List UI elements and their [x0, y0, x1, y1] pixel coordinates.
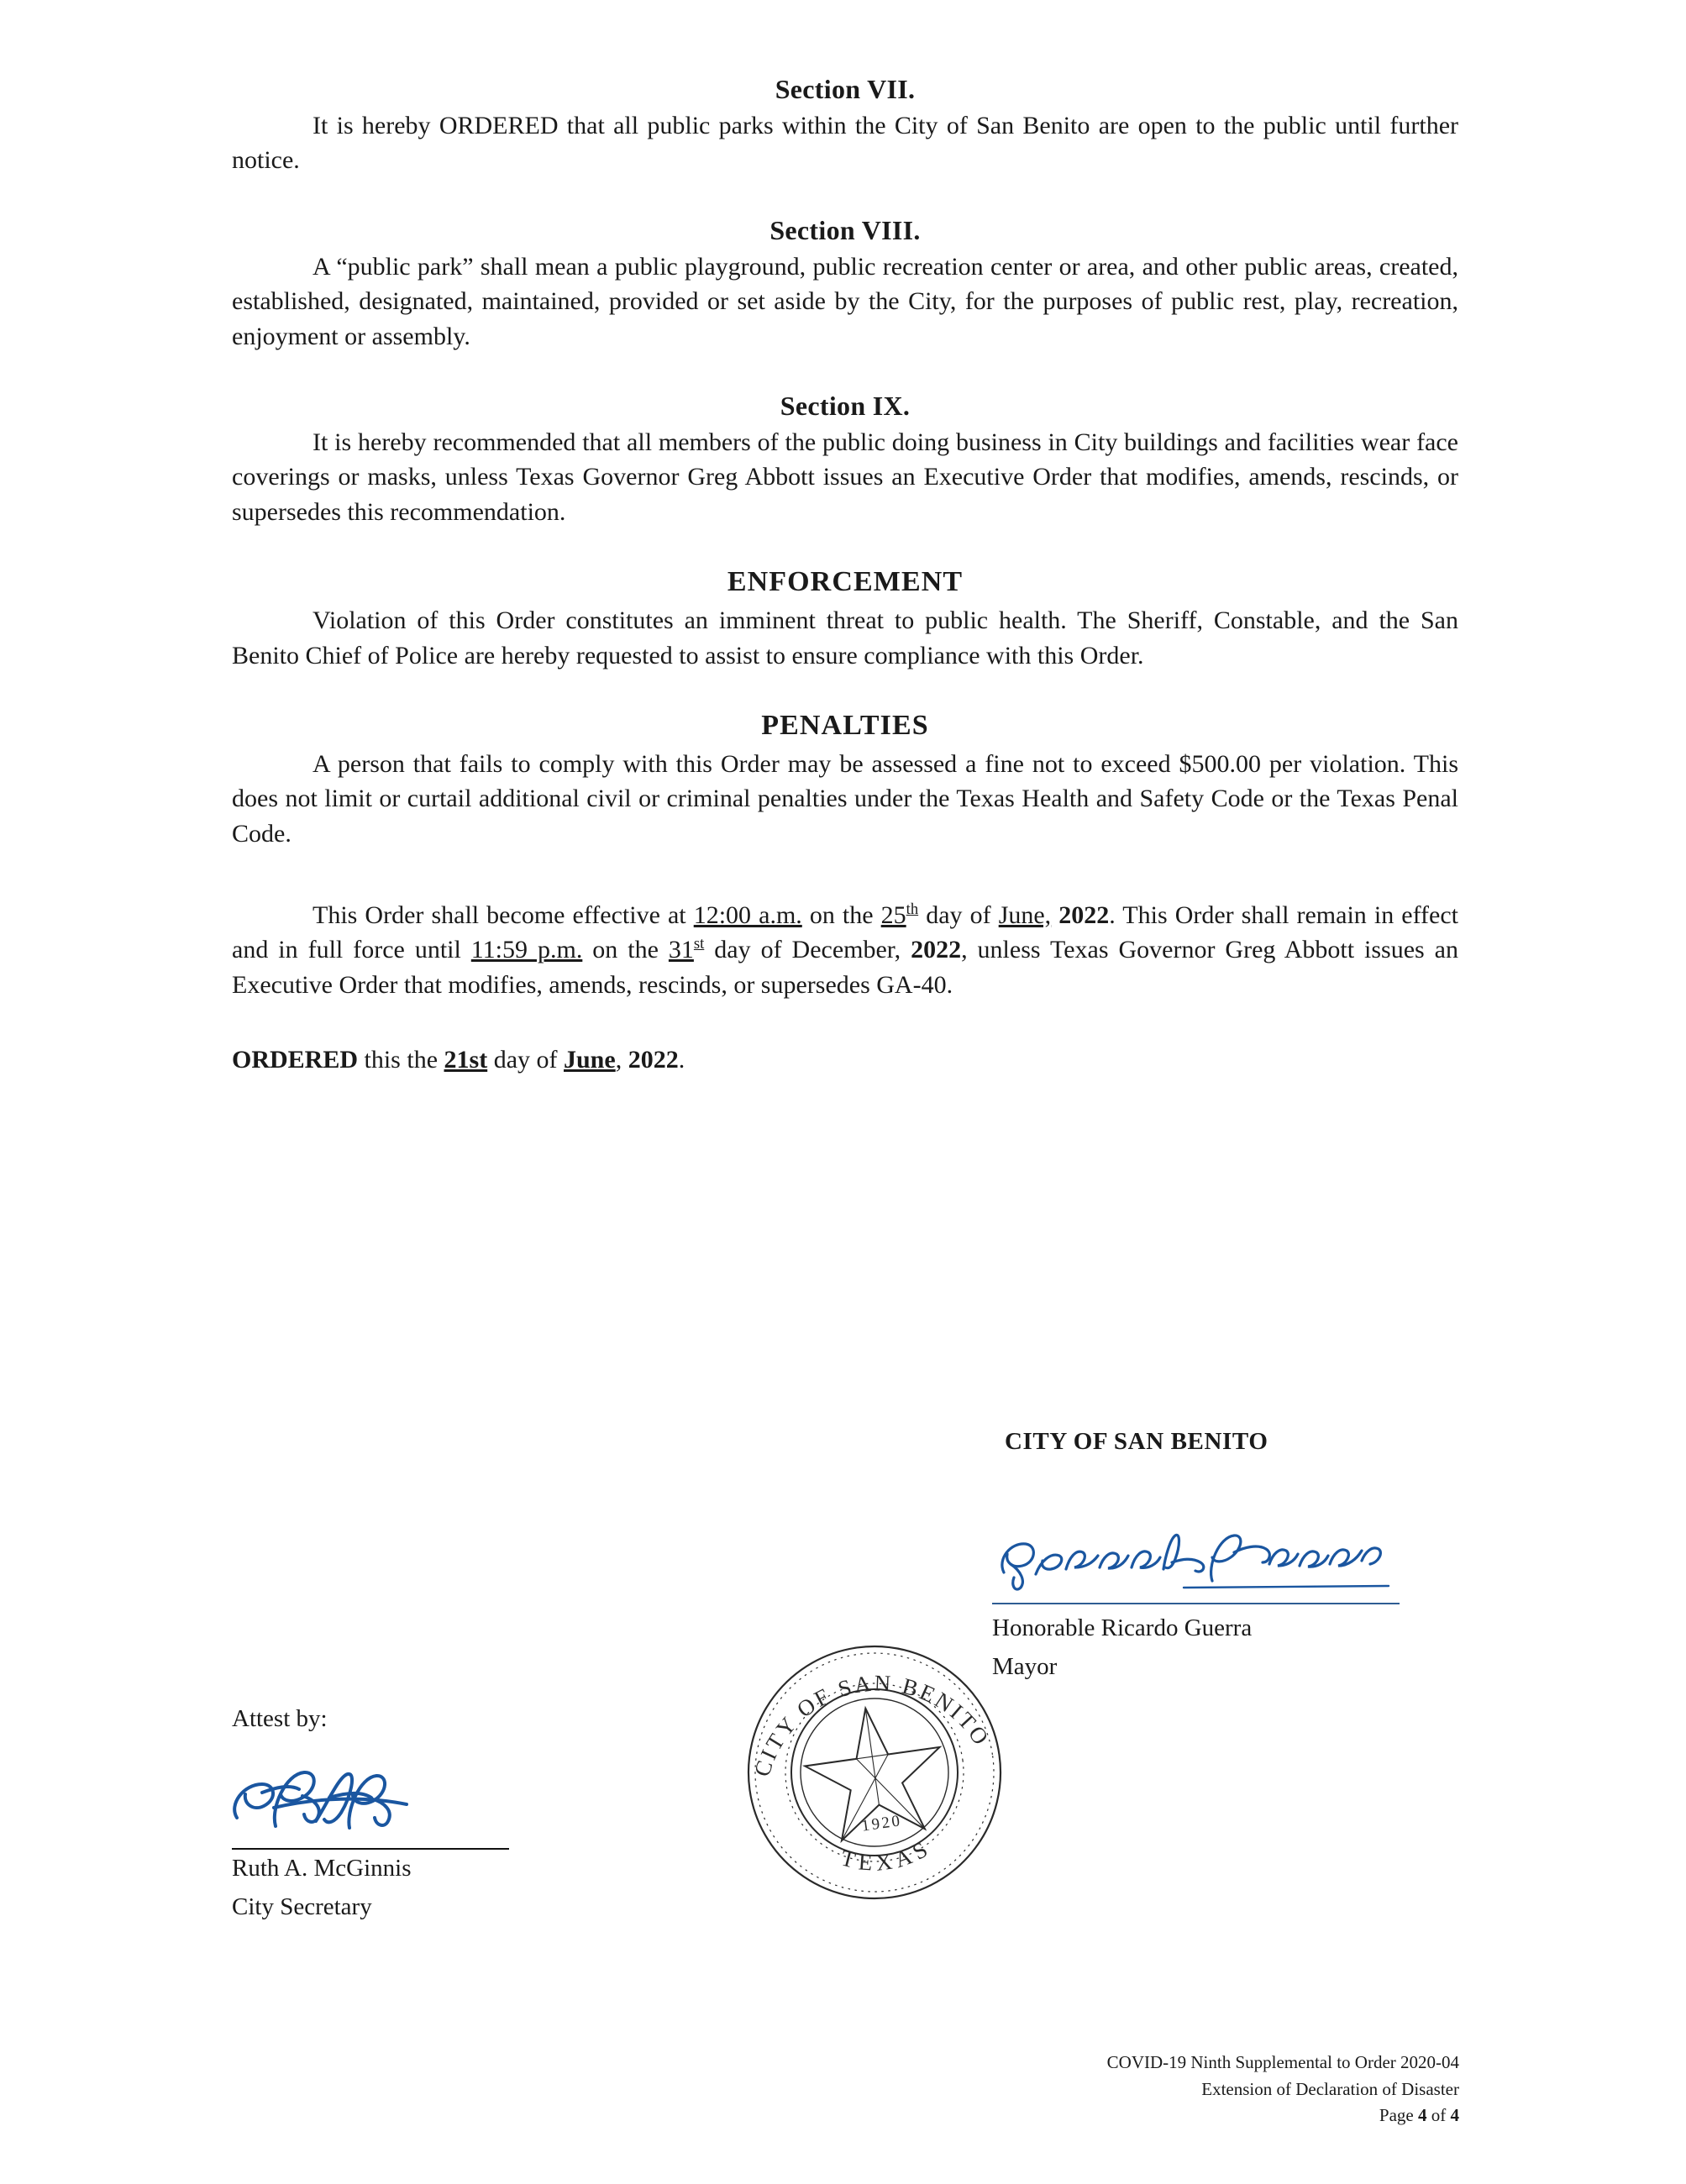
- ordered-mid3: ,: [615, 1046, 628, 1074]
- effective-dates-block: [232, 898, 1458, 1002]
- section-block-ix: [232, 391, 1458, 529]
- page-footer: [1107, 2050, 1459, 2129]
- effective-part6: on the: [582, 936, 669, 964]
- effective-part8: , unless Texas Governor Greg Abbott issues an Executive Order that modifies, amends, rescinds, or supersedes GA-40.: [232, 936, 1458, 999]
- section-paragraph-penalties: A person that fails to comply with this Order may be assessed a fine not to exceed $500.00 per violation. This does not limit or curtail additional civil or criminal penalties under the Texas Health and Safety Code or the Texas Penal Code.: [232, 749, 1458, 848]
- effective-time: 12:00 a.m.: [693, 901, 802, 930]
- section-paragraph-enforcement: Violation of this Order constitutes an imminent threat to public health. The Sheriff, Constable, and the San Benito Chief of Police are hereby requested to assist to ensure compliance with this Order.: [232, 606, 1458, 669]
- section-block-enforcement: [232, 566, 1458, 673]
- ordered-suffix: .: [678, 1046, 685, 1074]
- secretary-title: City Secretary: [232, 1893, 372, 1920]
- document-body: [232, 74, 1458, 1074]
- mayor-title: Mayor: [992, 1653, 1058, 1680]
- section-heading-enforcement: ENFORCEMENT: [727, 566, 964, 598]
- section-paragraph-viii: A “public park” shall mean a public playground, public recreation center or area, and other public areas, created, established, designated, maintained, provided or set aside by the City, for the purposes of public rest, play, recreation, enjoyment or assembly.: [232, 252, 1458, 350]
- footer-line-1: COVID-19 Ninth Supplemental to Order 2020-04: [1106, 2052, 1459, 2072]
- ordered-prefix: ORDERED: [232, 1046, 359, 1074]
- until-time: 11:59 p.m.: [470, 936, 583, 964]
- effective-month: June,: [998, 901, 1052, 930]
- effective-part2: on the: [801, 901, 881, 930]
- section-block-vii: [232, 74, 1458, 178]
- footer-page-current: 4: [1418, 2105, 1427, 2125]
- signature-area: [232, 1428, 1458, 2016]
- effective-year: 2022: [1058, 901, 1110, 930]
- section-block-viii: [232, 215, 1458, 354]
- effective-dates-paragraph: [232, 898, 1458, 1002]
- section-paragraph-vii: It is hereby ORDERED that all public parks within the City of San Benito are open to the public until further notice.: [232, 112, 1458, 175]
- effective-part7: day of December,: [704, 936, 911, 964]
- section-heading-viii: Section VIII.: [769, 214, 921, 245]
- secretary-signature-image: [223, 1756, 509, 1848]
- section-heading-penalties: PENALTIES: [761, 709, 929, 741]
- until-year: 2022: [911, 936, 962, 964]
- section-heading-ix: Section IX.: [780, 390, 911, 421]
- svg-text:TEXAS: [835, 1833, 938, 1882]
- ordered-day: 21st: [444, 1046, 488, 1074]
- footer-page-number: [1107, 2103, 1459, 2129]
- mayor-signature-image: [992, 1520, 1395, 1600]
- mayor-signature-rule: [992, 1603, 1400, 1604]
- city-seal-icon: [711, 1609, 1038, 1936]
- until-day-suffix: st: [693, 935, 705, 953]
- until-day: 31: [668, 936, 694, 964]
- attest-label: Attest by:: [232, 1705, 328, 1732]
- effective-part5: . This Order shall remain in effect and in full force until: [232, 901, 1458, 964]
- ordered-year: 2022: [628, 1046, 679, 1074]
- effective-part3: day of: [918, 901, 999, 930]
- section-block-penalties: [232, 710, 1458, 851]
- effective-part1: This Order shall become effective at: [313, 901, 694, 930]
- secretary-signature-rule: [232, 1848, 509, 1850]
- ordered-mid1: this the: [358, 1046, 444, 1074]
- seal-year: 1920: [860, 1812, 903, 1835]
- seal-top-text: CITY OF SAN BENITO: [748, 1670, 995, 1780]
- footer-page-total: 4: [1450, 2105, 1459, 2125]
- footer-line-2: Extension of Declaration of Disaster: [1201, 2078, 1459, 2099]
- ordered-mid2: day of: [487, 1046, 564, 1074]
- section-heading-vii: Section VII.: [775, 74, 916, 104]
- section-paragraph-ix: It is hereby recommended that all members of the public doing business in City buildings and facilities wear face coverings or masks, unless Texas Governor Greg Abbott issues an Executive Order that modifies, amends, rescinds, or supersedes this recommendation.: [232, 428, 1458, 526]
- effective-day-suffix: th: [906, 900, 919, 919]
- footer-page-mid: of: [1426, 2105, 1451, 2125]
- effective-day: 25: [880, 901, 906, 930]
- ordered-month: June: [564, 1046, 616, 1074]
- secretary-name: Ruth A. McGinnis: [232, 1855, 412, 1882]
- footer-page-prefix: Page: [1379, 2105, 1418, 2125]
- mayor-name: Honorable Ricardo Guerra: [992, 1614, 1253, 1641]
- seal-bottom-text: TEXAS: [838, 1834, 937, 1876]
- effective-part4: [1051, 901, 1058, 929]
- ordered-line: [232, 1046, 1458, 1074]
- city-of-san-benito-label: CITY OF SAN BENITO: [1005, 1428, 1268, 1455]
